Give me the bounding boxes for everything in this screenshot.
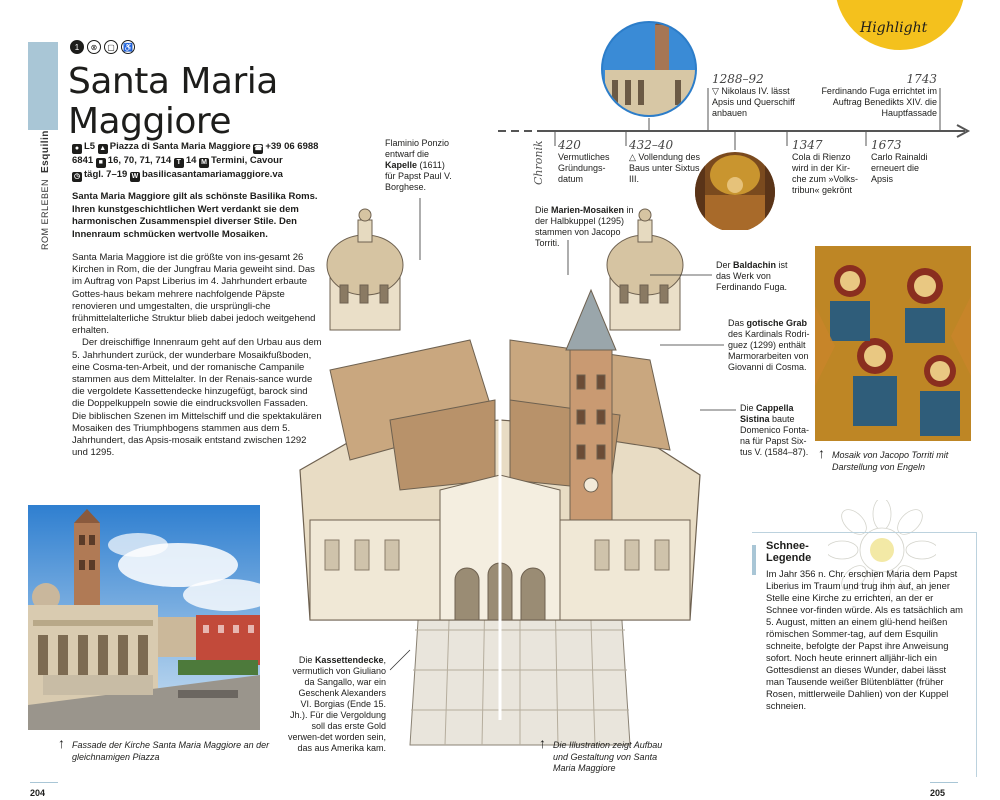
body-text: Santa Maria Maggiore ist die größte von ins-gesamt 26 Kirchen in Rom, die der Jungfrau Maria geweiht sind. Das im Auftrag von Papst Liberius im 4. Jahrhundert erbaute Gottes-haus bekam mehrere nachfolgende Päpste renovieren und umgestalten, die ursprüngli-che frühmittelalterliche Struktur blieb dabei jedoch weitgehend erhalten. Der dreischiffige Innenraum geht auf den Urbau aus dem 5. Jahrhundert zurück, der wunderbare Mosaikfußboden, eine Cosma-ten-Arbeit, und der romanische Campanile stammen aus dem Mittelalter. In der Renais-sance wurde die vergoldete Kassettendecke hinzugefügt, barock sind die Doppelkuppeln sowie die eindrucksvollen Fassaden. Die biblischen Szenen im Mittelschiff und die spektakulären Mosaiken des Triumphbogens stammen aus dem 5. Jahrhundert, das Apsis-mosaik entstand zwischen 1292 und 1295. [72, 252, 322, 459]
info-block: ● L5 ▲ Piazza di Santa Maria Maggiore ☎ +39 06 6988 6841 ■ 16, 70, 71, 714 T 14 M Termini, Cavour ◷ tägl. 7–19 W basilicasantamariamaggiore.va [72, 141, 319, 180]
accessibility-icon: ⊗ [87, 40, 101, 54]
phone-icon: ☎ [253, 145, 263, 152]
snow-legend-title: Schnee-Legende [766, 540, 812, 564]
timeline-event: 432–40 △ Vollendung des Baus unter Sixtus III. [629, 138, 700, 184]
web-icon: W [131, 173, 139, 180]
timeline-label: Chronik [532, 140, 545, 185]
annotation-baldachin: Der Baldachin ist das Werk von Ferdinando Fuga. [716, 260, 788, 292]
clock-icon: ◷ [73, 173, 81, 180]
annotation-kapelle: Flaminio Ponzio entwarf die Kapelle (1611) für Papst Paul V. Borghese. [385, 138, 452, 192]
illustration-caption: ↑ Die Illustration zeigt Aufbau und Gestaltung von Santa Maria Maggiore [539, 735, 663, 773]
photo-caption: ↑ Fassade der Kirche Santa Maria Maggiore an der gleichnamigen Piazza [58, 735, 270, 762]
page-number-right: 205 [930, 788, 946, 798]
shop-icon: ▢ [104, 40, 118, 54]
arrow-up-icon: ↑ [818, 445, 825, 461]
page-title: Santa Maria Maggiore [68, 61, 278, 142]
mosaic-photo [815, 246, 971, 441]
bus-icon: ■ [96, 158, 106, 168]
metro-icon: M [199, 158, 209, 168]
wheelchair-icon: ♿ [121, 40, 135, 54]
annotation-gotisches-grab: Das gotische Grab des Kardinals Rodri-guez (1299) enthält Marmorarbeiten von Giovanni di Cosma. [728, 318, 810, 372]
timeline-event: 1288–92 ▽ Nikolaus IV. lässt Apsis und Querschiff anbauen [712, 72, 795, 118]
arrow-up-icon: ↑ [539, 735, 546, 751]
lead-paragraph: Santa Maria Maggiore gilt als schönste Basilika Roms. Ihren kunstgeschichtlichen Wert verdankt sie dem harmonischen Zusammenspiel diverser Stile. Den Innenraum schmücken wertvolle Mosaiken. [72, 191, 318, 240]
highlight-label: Highlight [860, 20, 928, 36]
annotation-kassettendecke: Die Kassettendecke, vermutlich von Giuliano da Sangallo, war ein Geschenk Alexanders VI. Borgias (Ende 15. Jh.). Für die Vergoldung soll das erste Gold verwen-det worden sein, das aus Amerika kam. [287, 655, 386, 753]
annotation-marien-mosaiken: Die Marien-Mosaiken in der Halbkuppel (1295) stammen von Jacopo Torriti. [535, 205, 634, 248]
mosaic-caption: ↑ Mosaik von Jacopo Torriti mit Darstellung von Engeln [818, 445, 949, 472]
snow-legend-accent [752, 545, 756, 575]
arrow-up-icon: ↑ [58, 735, 65, 751]
page-number-left: 204 [30, 788, 46, 798]
timeline-event: 1743 Ferdinando Fuga errichtet im Auftrag Benedikts XIV. die Hauptfassade [821, 72, 937, 118]
timeline-event: 420 Vermutliches Gründungs-datum [558, 138, 610, 184]
timeline-event: 1673 Carlo Rainaldi erneuert die Apsis [871, 138, 928, 184]
address-icon: ▲ [99, 145, 107, 152]
tram-icon: T [174, 158, 184, 168]
snow-legend-text: Im Jahr 356 n. Chr. erschien Maria dem Papst Liberius im Traum und trug ihm auf, an jener Stelle eine Kirche zu errichten, an der er Schnee vor-finden würde. Als es tatsächlich am 5. August, mitten an einem glü-hend heißen römischen Sommer-tag, auf dem Esquilin schneite, befolgte der Papst ihre Anweisung sofort. Noch heute erinnert alljähr-lich ein Gottesdienst an dieses Wunder, dabei lässt man Tausende weißer Blütenblätter (früher Rosen, mittlerweile Dahlien) von der Kuppel schneien. [766, 568, 963, 711]
section-label: ROM ERLEBENEsquilin [40, 130, 51, 250]
timeline-event: 1347 Cola di Rienzo wird in der Kir-che zum »Volks-tribun« gekrönt [792, 138, 859, 195]
annotation-cappella-sistina: Die Cappella Sistina baute Domenico Fonta-na für Papst Six-tus V. (1584–87). [740, 403, 810, 457]
number-one-icon: 1 [70, 40, 84, 54]
map-pin-icon: ● [72, 144, 82, 154]
